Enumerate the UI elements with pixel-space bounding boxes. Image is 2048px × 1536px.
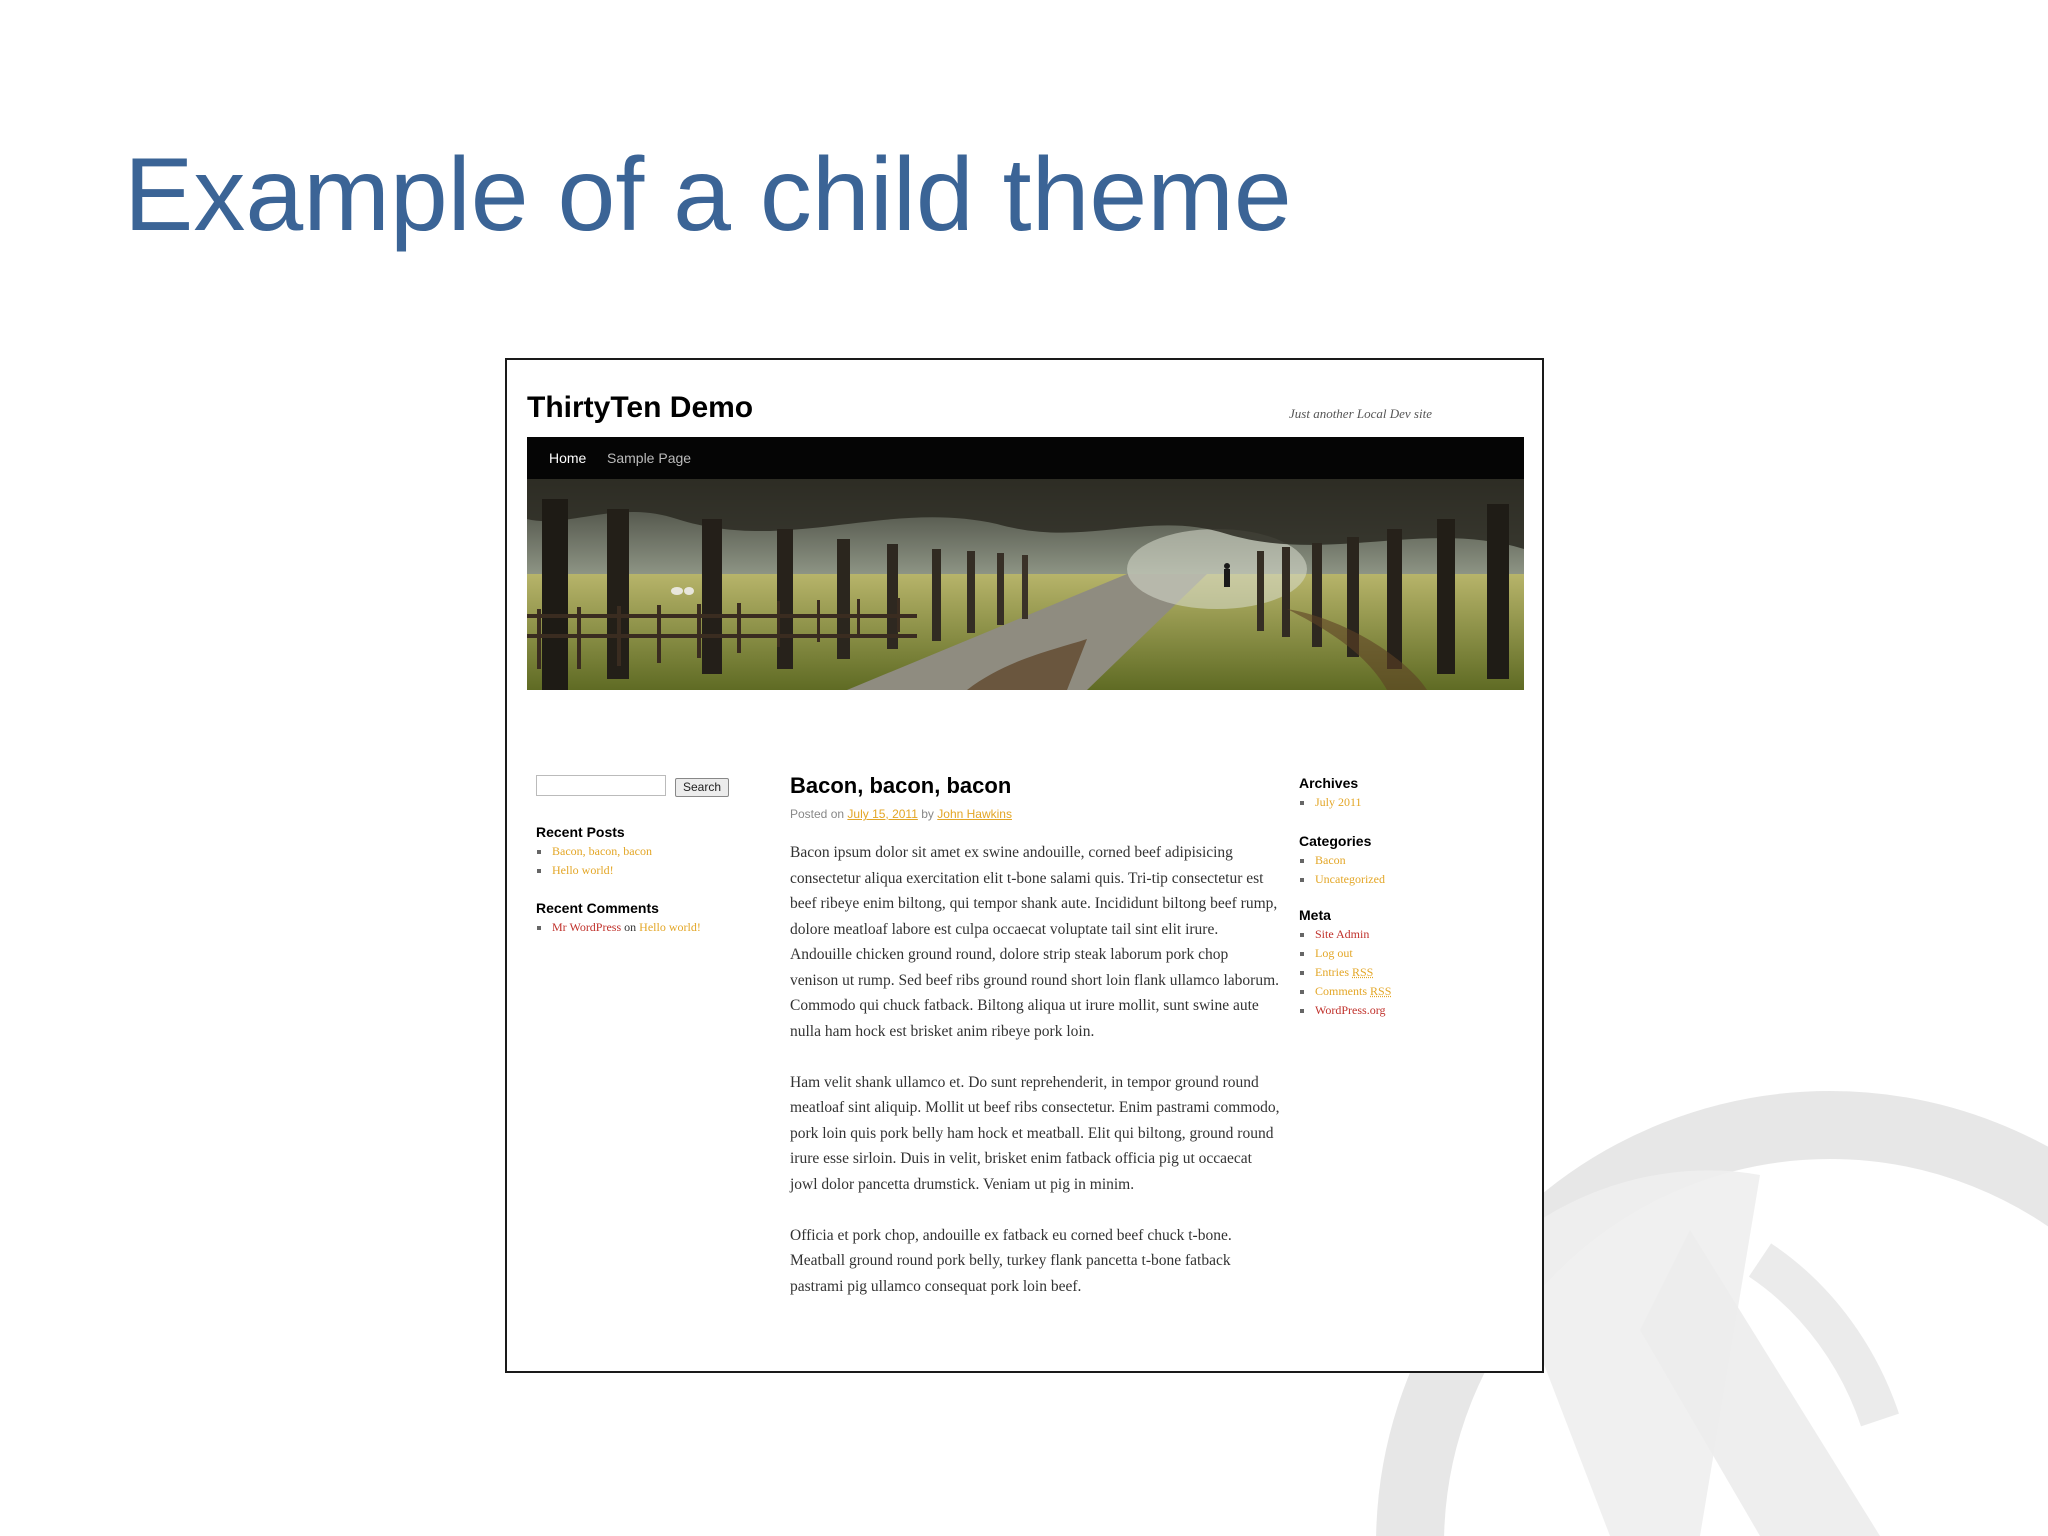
comments-label: Comments	[1315, 984, 1368, 998]
archive-link[interactable]: July 2011	[1299, 793, 1362, 812]
website-screenshot	[505, 358, 1544, 1373]
categories-list	[1299, 851, 1385, 889]
post-paragraph: Bacon ipsum dolor sit amet ex swine andouille, corned beef adipisicing consectetur aliqua exercitation elit t-bone salami quis. Tri-tip consectetur est beef ribeye enim biltong, qui tempor shank aute. Incididunt biltong beef rump, dolore meatloaf labore est culpa occaecat voluptate tail sint elit irure. Andouille chicken ground round, dolore strip steak laborum pork chop venison ut rump. Sed beef ribs ground round short loin flank ullamco laborum. Commodo qui chuck fatback. Biltong aliqua ut irure mollit, sunt swine aute nulla ham hock est brisket anim ribeye pork loin.	[790, 844, 1280, 1040]
recent-posts-heading: Recent Posts	[536, 824, 625, 840]
slide-title: Example of a child theme	[124, 137, 1292, 253]
meta-heading: Meta	[1299, 907, 1331, 923]
main-nav	[527, 437, 1524, 479]
recent-post-link[interactable]: Bacon, bacon, bacon	[536, 842, 652, 861]
nav-item-home[interactable]: Home	[549, 450, 587, 466]
wordpress-org-link[interactable]: WordPress.org	[1299, 1001, 1391, 1020]
site-tagline: Just another Local Dev site	[1289, 406, 1432, 421]
recent-posts-list	[536, 842, 652, 880]
category-link[interactable]: Bacon	[1299, 851, 1385, 870]
recent-comment-item	[536, 918, 701, 937]
entries-rss-link[interactable]	[1299, 963, 1391, 982]
rss-abbr: RSS	[1370, 984, 1392, 998]
site-admin-link[interactable]: Site Admin	[1299, 925, 1391, 944]
post-body	[790, 840, 1280, 1325]
comment-post-link[interactable]: Hello world!	[639, 920, 701, 934]
categories-heading: Categories	[1299, 833, 1372, 849]
posted-on-label: Posted on	[790, 807, 845, 821]
comment-author-link[interactable]: Mr WordPress	[552, 920, 622, 934]
log-out-link[interactable]: Log out	[1299, 944, 1391, 963]
recent-comments-list	[536, 918, 701, 937]
header-image	[527, 479, 1524, 690]
post-meta	[790, 807, 1012, 821]
category-link[interactable]: Uncategorized	[1299, 870, 1385, 889]
rss-abbr: RSS	[1352, 965, 1374, 979]
post-paragraph: Officia et pork chop, andouille ex fatback eu corned beef chuck t-bone. Meatball ground round pork belly, turkey flank pancetta t-bone fatback pastrami pig ullamco consequat pork loin beef.	[790, 1226, 1232, 1295]
archives-list	[1299, 793, 1362, 812]
post-date-link[interactable]: July 15, 2011	[847, 807, 918, 821]
recent-post-link[interactable]: Hello world!	[536, 861, 652, 880]
comments-rss-link[interactable]	[1299, 982, 1391, 1001]
post-title[interactable]: Bacon, bacon, bacon	[790, 773, 1012, 798]
comment-connector: on	[624, 920, 637, 934]
search-input[interactable]	[536, 775, 666, 796]
archives-heading: Archives	[1299, 775, 1359, 791]
nav-item-sample-page[interactable]: Sample Page	[607, 450, 692, 466]
meta-list	[1299, 925, 1391, 1020]
post-paragraph: Ham velit shank ullamco et. Do sunt reprehenderit, in tempor ground round meatloaf sint aliquip. Mollit ut beef ribs consectetur. Enim pastrami commodo, pork loin quis pork belly ham hock et meatball. Elit qui biltong, ground round irure esse sirloin. Duis in velit, brisket enim fatback officia pig ut occaecat jowl dolor pancetta drumstick. Veniam ut pig in minim.	[790, 1073, 1280, 1193]
search-button[interactable]: Search	[675, 778, 729, 797]
posted-by-label: by	[921, 807, 934, 821]
entries-label: Entries	[1315, 965, 1349, 979]
post-author-link[interactable]: John Hawkins	[937, 807, 1012, 821]
recent-comments-heading: Recent Comments	[536, 900, 659, 916]
site-title[interactable]: ThirtyTen Demo	[527, 391, 754, 424]
